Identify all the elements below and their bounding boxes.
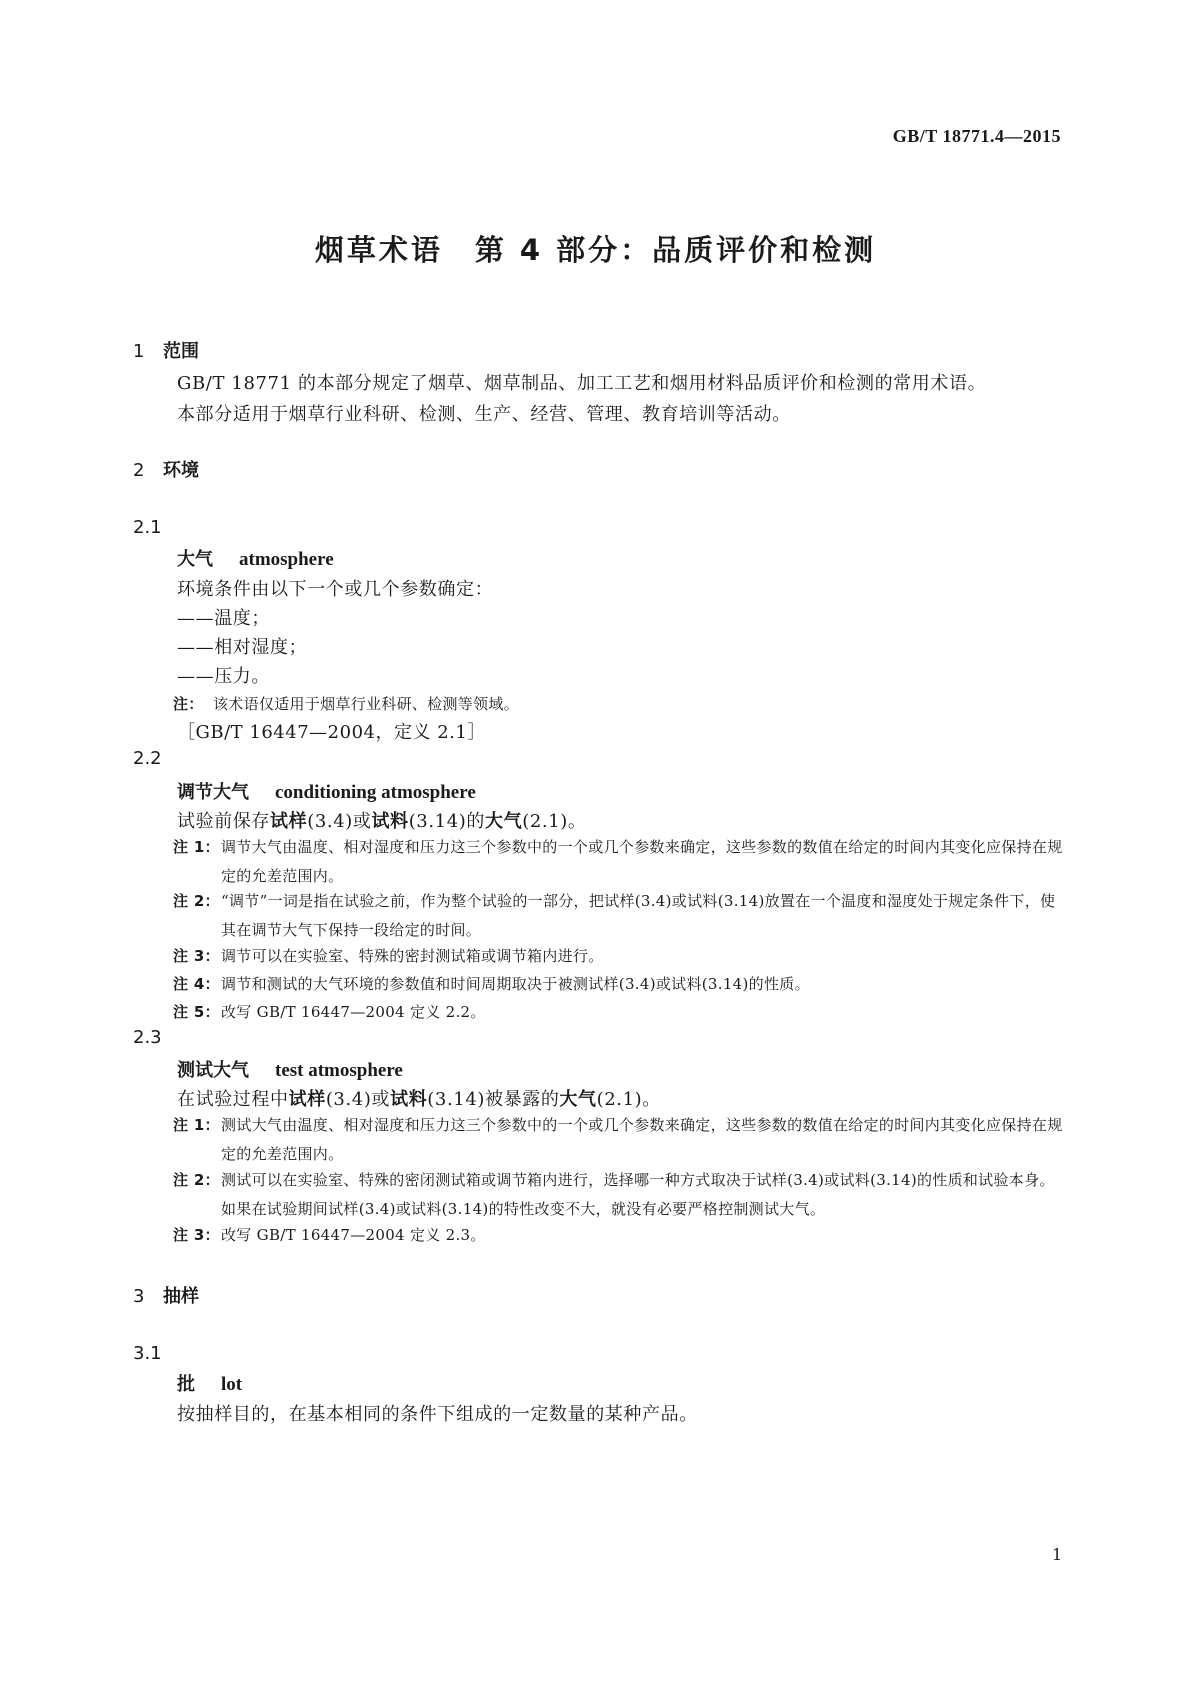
definition: 环境条件由以下一个或几个参数确定： xyxy=(177,579,494,600)
term-heading xyxy=(177,1370,242,1396)
term-reference: 大气 xyxy=(559,1089,597,1110)
term-zh: 批 xyxy=(177,1374,195,1395)
note-label: 注 4： xyxy=(173,975,220,993)
clause-number: 2.2 xyxy=(133,748,162,769)
note xyxy=(173,1221,1065,1250)
note-text: 测试可以在实验室、特殊的密闭测试箱或调节箱内进行，选择哪一种方式取决于试样(3.4)或试料(3.14)的性质和试验本身。如果在试验期间试样(3.4)或试料(3.14)的特性改变不大，就没有必要严格控制测试大气。 xyxy=(221,1171,1055,1218)
term-reference: 试料 xyxy=(390,1089,428,1110)
note-label: 注 3： xyxy=(173,947,220,965)
definition xyxy=(177,1085,661,1111)
term-en: atmosphere xyxy=(239,549,334,570)
section-1-body xyxy=(177,368,1077,430)
definition-text: (3.4)或 xyxy=(307,811,372,832)
document-title: 烟草术语 第 4 部分：品质评价和检测 xyxy=(314,233,877,267)
section-title: 抽样 xyxy=(163,1286,199,1307)
note-text: 调节可以在实验室、特殊的密封测试箱或调节箱内进行。 xyxy=(221,947,604,965)
section-number: 3 xyxy=(133,1286,145,1307)
term-zh: 测试大气 xyxy=(177,1060,249,1081)
note xyxy=(173,833,1065,891)
definition xyxy=(177,807,587,833)
note xyxy=(173,1166,1065,1224)
source-reference: ［GB/T 16447—2004，定义 2.1］ xyxy=(177,722,486,743)
note xyxy=(173,942,1065,971)
section-title: 环境 xyxy=(163,460,199,481)
paragraph: 本部分适用于烟草行业科研、检测、生产、经营、管理、教育培训等活动。 xyxy=(177,404,791,425)
note-text: 该术语仅适用于烟草行业科研、检测等领域。 xyxy=(213,695,520,713)
term-reference: 试样 xyxy=(270,811,308,832)
definition-text: 试验前保存 xyxy=(177,811,270,832)
definition-text: (3.14)被暴露的 xyxy=(427,1089,560,1110)
definition: 按抽样目的，在基本相同的条件下组成的一定数量的某种产品。 xyxy=(177,1404,698,1425)
note-label: 注 1： xyxy=(173,1116,220,1134)
note-text: 测试大气由温度、相对湿度和压力这三个参数中的一个或几个参数来确定，这些参数的数值在给定的时间内其变化应保持在规定的允差范围内。 xyxy=(221,1116,1063,1163)
clause-number: 2.3 xyxy=(133,1027,162,1048)
term-heading xyxy=(177,545,334,571)
term-en: lot xyxy=(221,1374,243,1395)
list-item: ——相对湿度； xyxy=(177,637,308,658)
note-text: “调节”一词是指在试验之前，作为整个试验的一部分，把试样(3.4)或试料(3.14)放置在一个温度和湿度处于规定条件下，使其在调节大气下保持一段给定的时间。 xyxy=(221,892,1056,939)
section-1-heading xyxy=(133,337,199,363)
note-text: 改写 GB/T 16447—2004 定义 2.2。 xyxy=(221,1003,486,1021)
note-label: 注 3： xyxy=(173,1226,220,1244)
standard-code: GB/T 18771.4—2015 xyxy=(892,126,1061,146)
term-zh: 大气 xyxy=(177,549,213,570)
note-text: 调节和测试的大气环境的参数值和时间周期取决于被测试样(3.4)或试料(3.14)的性质。 xyxy=(221,975,810,993)
list-item: ——温度； xyxy=(177,608,270,629)
clause-number: 2.1 xyxy=(133,517,162,538)
term-heading xyxy=(177,778,476,804)
paragraph: GB/T 18771 的本部分规定了烟草、烟草制品、加工工艺和烟用材料品质评价和检测的常用术语。 xyxy=(177,373,987,394)
note xyxy=(173,690,1065,719)
note-text: 改写 GB/T 16447—2004 定义 2.3。 xyxy=(221,1226,486,1244)
term-zh: 调节大气 xyxy=(177,782,249,803)
definition-text: 在试验过程中 xyxy=(177,1089,289,1110)
definition-text: (2.1)。 xyxy=(522,811,587,832)
note xyxy=(173,1111,1065,1169)
note-label: 注 2： xyxy=(173,1171,220,1189)
term-reference: 试料 xyxy=(371,811,409,832)
note-label: 注 1： xyxy=(173,838,220,856)
section-2-heading xyxy=(133,456,199,482)
section-number: 2 xyxy=(133,460,145,481)
term-reference: 大气 xyxy=(485,811,523,832)
definition-text: (3.4)或 xyxy=(325,1089,391,1110)
note xyxy=(173,887,1065,945)
page-number: 1 xyxy=(1052,1545,1063,1564)
section-number: 1 xyxy=(133,341,145,362)
list-item: ——压力。 xyxy=(177,666,270,687)
definition-text: (3.14)的 xyxy=(408,811,486,832)
note xyxy=(173,998,1065,1027)
term-en: conditioning atmosphere xyxy=(275,782,476,803)
note-text: 调节大气由温度、相对湿度和压力这三个参数中的一个或几个参数来确定，这些参数的数值在给定的时间内其变化应保持在规定的允差范围内。 xyxy=(221,838,1063,885)
note-label: 注 5： xyxy=(173,1003,220,1021)
section-title: 范围 xyxy=(163,341,199,362)
clause-number: 3.1 xyxy=(133,1343,162,1364)
note xyxy=(173,970,1065,999)
term-reference: 试样 xyxy=(288,1089,326,1110)
term-en: test atmosphere xyxy=(275,1060,403,1081)
note-label: 注： xyxy=(173,695,204,713)
note-label: 注 2： xyxy=(173,892,220,910)
definition-text: (2.1)。 xyxy=(596,1089,661,1110)
term-heading xyxy=(177,1056,403,1082)
section-3-heading xyxy=(133,1282,199,1308)
